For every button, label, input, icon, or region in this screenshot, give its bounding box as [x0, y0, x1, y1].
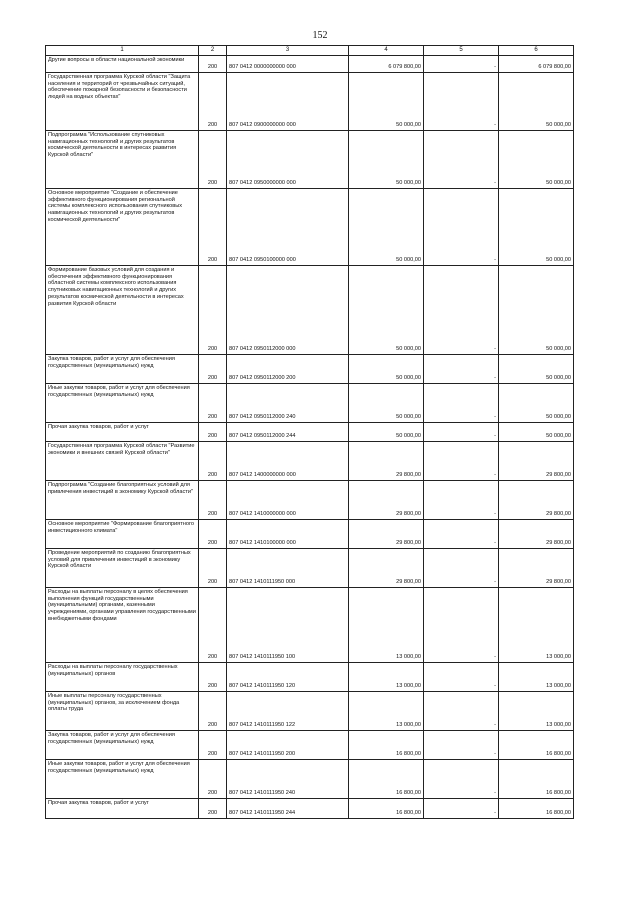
row-name: Иные выплаты персоналу государственных (муниципальных) органов, за исключением фонда оплаты труда	[46, 692, 199, 731]
row-kbk: 807 0412 0950000000 000	[227, 131, 349, 189]
row-amount: 13 000,00	[349, 692, 424, 731]
row-col5: -	[424, 588, 499, 663]
row-col5: -	[424, 423, 499, 442]
row-name: Закупка товаров, работ и услуг для обеспечения государственных (муниципальных) нужд	[46, 731, 199, 760]
row-kbk: 807 0412 1410111950 120	[227, 663, 349, 692]
row-total: 13 000,00	[499, 692, 574, 731]
table-row	[46, 549, 574, 588]
table-row	[46, 481, 574, 520]
row-name: Подпрограмма "Создание благоприятных условий для привлечения инвестиций в экономику Курской области"	[46, 481, 199, 520]
row-kbk: 807 0412 1400000000 000	[227, 442, 349, 481]
row-code: 200	[199, 423, 227, 442]
row-col5: -	[424, 692, 499, 731]
row-amount: 50 000,00	[349, 73, 424, 131]
row-name: Иные закупки товаров, работ и услуг для обеспечения государственных (муниципальных) нужд	[46, 760, 199, 799]
row-code: 200	[199, 520, 227, 549]
row-col5: -	[424, 442, 499, 481]
row-amount: 29 800,00	[349, 549, 424, 588]
row-col5: -	[424, 799, 499, 819]
row-total: 50 000,00	[499, 355, 574, 384]
table-row	[46, 692, 574, 731]
header-col-5: 5	[424, 46, 499, 56]
row-kbk: 807 0412 1410111950 000	[227, 549, 349, 588]
row-amount: 16 800,00	[349, 760, 424, 799]
row-code: 200	[199, 442, 227, 481]
row-total: 29 800,00	[499, 442, 574, 481]
table-row	[46, 520, 574, 549]
row-kbk: 807 0412 1410111950 200	[227, 731, 349, 760]
row-kbk: 807 0412 0900000000 000	[227, 73, 349, 131]
row-name: Государственная программа Курской области "Развитие экономики и внешних связей Курской области"	[46, 442, 199, 481]
table-row	[46, 384, 574, 423]
row-amount: 29 800,00	[349, 442, 424, 481]
row-amount: 6 079 800,00	[349, 56, 424, 73]
row-code: 200	[199, 384, 227, 423]
row-total: 50 000,00	[499, 384, 574, 423]
row-col5: -	[424, 663, 499, 692]
row-code: 200	[199, 731, 227, 760]
row-code: 200	[199, 355, 227, 384]
row-code: 200	[199, 692, 227, 731]
row-total: 50 000,00	[499, 131, 574, 189]
row-name: Государственная программа Курской области "Защита населения и территорий от чрезвычайных ситуаций, обеспечение пожарной безопасности и безопасности людей на водных объектах"	[46, 73, 199, 131]
row-kbk: 807 0412 1410111950 122	[227, 692, 349, 731]
row-total: 50 000,00	[499, 423, 574, 442]
row-name: Расходы на выплаты персоналу государственных (муниципальных) органов	[46, 663, 199, 692]
row-total: 29 800,00	[499, 520, 574, 549]
header-col-4: 4	[349, 46, 424, 56]
row-total: 16 800,00	[499, 760, 574, 799]
row-amount: 50 000,00	[349, 131, 424, 189]
row-name: Прочая закупка товаров, работ и услуг	[46, 799, 199, 819]
row-name: Закупка товаров, работ и услуг для обеспечения государственных (муниципальных) нужд	[46, 355, 199, 384]
row-code: 200	[199, 266, 227, 355]
row-kbk: 807 0412 1410111950 100	[227, 588, 349, 663]
page-number: 152	[312, 30, 328, 41]
row-code: 200	[199, 588, 227, 663]
row-col5: -	[424, 549, 499, 588]
row-col5: -	[424, 355, 499, 384]
table-row	[46, 355, 574, 384]
row-col5: -	[424, 266, 499, 355]
row-code: 200	[199, 549, 227, 588]
row-name: Проведение мероприятий по созданию благоприятных условий для привлечения инвестиций в экономику Курской области	[46, 549, 199, 588]
row-amount: 50 000,00	[349, 384, 424, 423]
row-kbk: 807 0412 0950112000 000	[227, 266, 349, 355]
table-row	[46, 760, 574, 799]
table-row	[46, 663, 574, 692]
table-row	[46, 423, 574, 442]
row-col5: -	[424, 520, 499, 549]
row-amount: 50 000,00	[349, 189, 424, 266]
row-code: 200	[199, 663, 227, 692]
row-kbk: 807 0412 1410100000 000	[227, 520, 349, 549]
row-amount: 13 000,00	[349, 588, 424, 663]
table-row	[46, 131, 574, 189]
row-amount: 50 000,00	[349, 423, 424, 442]
row-name: Формирование базовых условий для создания и обеспечения эффективного функционирования областной системы комплексного использования спутниковых навигационных технологий и других результатов космической деятельности в интересах развития Курской области	[46, 266, 199, 355]
row-code: 200	[199, 760, 227, 799]
row-code: 200	[199, 799, 227, 819]
row-kbk: 807 0412 0950100000 000	[227, 189, 349, 266]
row-kbk: 807 0412 0950112000 200	[227, 355, 349, 384]
row-name: Подпрограмма "Использование спутниковых навигационных технологий и других результатов космической деятельности в интересах развития Курской области"	[46, 131, 199, 189]
table-row	[46, 189, 574, 266]
row-amount: 29 800,00	[349, 520, 424, 549]
row-amount: 29 800,00	[349, 481, 424, 520]
row-amount: 50 000,00	[349, 355, 424, 384]
row-kbk: 807 0412 0950112000 244	[227, 423, 349, 442]
row-name: Основное мероприятие "Создание и обеспечение эффективного функционирования региональной системы комплексного использования спутниковых навигационных технологий и других результатов космической деятельности"	[46, 189, 199, 266]
row-col5: -	[424, 384, 499, 423]
row-total: 13 000,00	[499, 663, 574, 692]
table-row	[46, 731, 574, 760]
table-row	[46, 56, 574, 73]
row-kbk: 807 0412 0950112000 240	[227, 384, 349, 423]
row-amount: 16 800,00	[349, 731, 424, 760]
row-amount: 50 000,00	[349, 266, 424, 355]
row-name: Расходы на выплаты персоналу в целях обеспечения выполнения функций государственными (муниципальными) органами, казенными учреждениями, органами управления государственными внебюджетными фондами	[46, 588, 199, 663]
row-total: 16 800,00	[499, 731, 574, 760]
row-code: 200	[199, 189, 227, 266]
row-amount: 16 800,00	[349, 799, 424, 819]
row-col5: -	[424, 189, 499, 266]
row-col5: -	[424, 73, 499, 131]
table-row	[46, 588, 574, 663]
row-amount: 13 000,00	[349, 663, 424, 692]
row-kbk: 807 0412 0000000000 000	[227, 56, 349, 73]
row-code: 200	[199, 56, 227, 73]
header-col-3: 3	[227, 46, 349, 56]
table-row	[46, 73, 574, 131]
row-col5: -	[424, 56, 499, 73]
row-total: 50 000,00	[499, 266, 574, 355]
header-col-2: 2	[199, 46, 227, 56]
row-code: 200	[199, 481, 227, 520]
row-kbk: 807 0412 1410000000 000	[227, 481, 349, 520]
header-col-6: 6	[499, 46, 574, 56]
row-name: Основное мероприятие "Формирование благоприятного инвестиционного климата"	[46, 520, 199, 549]
header-row	[46, 46, 574, 56]
table-row	[46, 442, 574, 481]
row-kbk: 807 0412 1410111950 244	[227, 799, 349, 819]
table-row	[46, 799, 574, 819]
row-name: Другие вопросы в области национальной экономики	[46, 56, 199, 73]
row-total: 50 000,00	[499, 73, 574, 131]
row-total: 6 079 800,00	[499, 56, 574, 73]
row-col5: -	[424, 481, 499, 520]
row-total: 16 800,00	[499, 799, 574, 819]
row-total: 29 800,00	[499, 549, 574, 588]
row-col5: -	[424, 131, 499, 189]
row-code: 200	[199, 131, 227, 189]
row-total: 29 800,00	[499, 481, 574, 520]
budget-table	[45, 45, 574, 819]
row-code: 200	[199, 73, 227, 131]
row-col5: -	[424, 731, 499, 760]
header-col-1: 1	[46, 46, 199, 56]
row-name: Прочая закупка товаров, работ и услуг	[46, 423, 199, 442]
row-name: Иные закупки товаров, работ и услуг для обеспечения государственных (муниципальных) нужд	[46, 384, 199, 423]
row-total: 13 000,00	[499, 588, 574, 663]
row-kbk: 807 0412 1410111950 240	[227, 760, 349, 799]
row-total: 50 000,00	[499, 189, 574, 266]
table-row	[46, 266, 574, 355]
row-col5: -	[424, 760, 499, 799]
